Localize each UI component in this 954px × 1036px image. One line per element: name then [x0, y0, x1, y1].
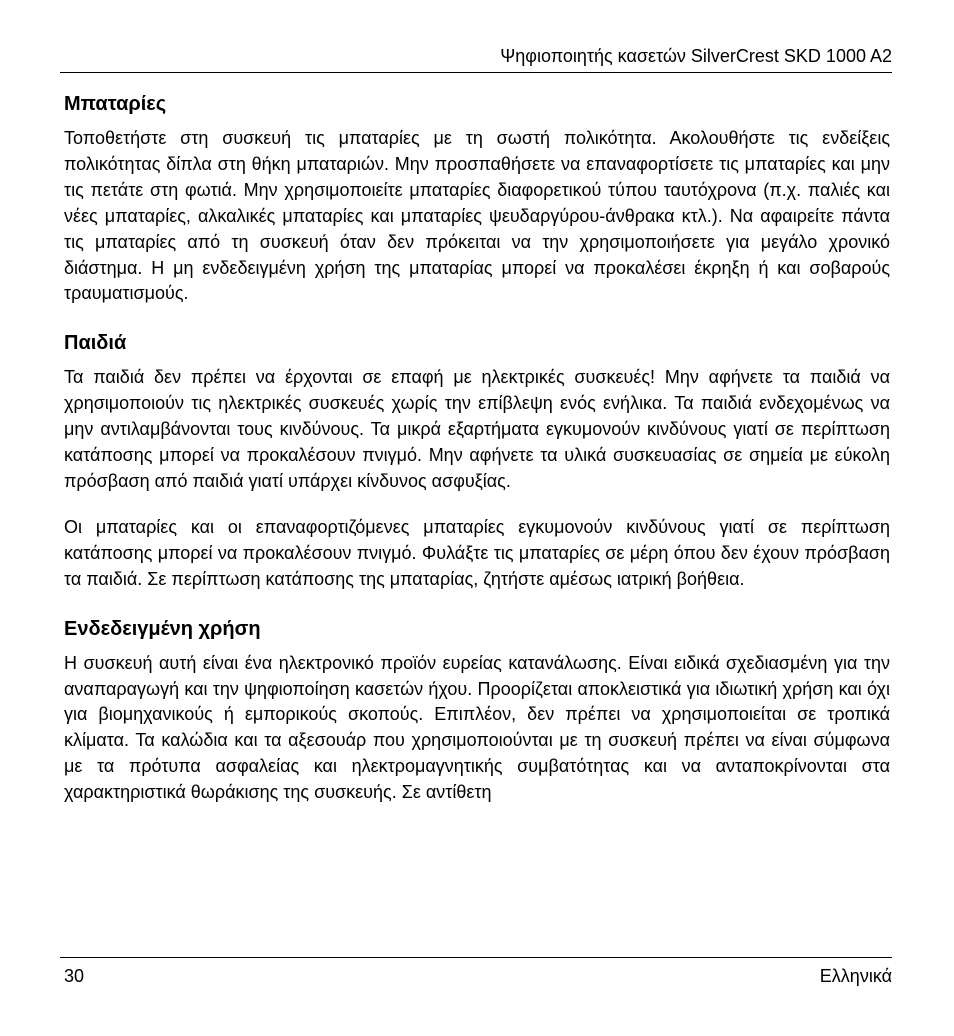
section-intended-use [64, 615, 890, 806]
footer-language: Ελληνικά [819, 966, 892, 986]
section-paragraph: Τοποθετήστε στη συσκευή τις μπαταρίες με τη σωστή πολικότητα. Ακολουθήστε τις ενδείξεις πολικότητας δίπλα στη θήκη μπαταριών. Μην προσπαθήσετε να επαναφορτίσετε τις μπαταρίες και μην τις πετάτε στη φωτιά. Μην χρησιμοποιείτε μπαταρίες διαφορετικού τύπου ταυτόχρονα (π.χ. παλιές και νέες μπαταρίες, αλκαλικές μπαταρίες και μπαταρίες ψευδαργύρου-άνθρακα κτλ.). Να αφαιρείτε πάντα τις μπαταρίες από τη συσκευή όταν δεν πρόκειται να την χρησιμοποιήσετε για μεγάλο χρονικό διάστημα. Η μη ενδεδειγμένη χρήση της μπαταρίας μπορεί να προκαλέσει έκρηξη ή και σοβαρούς τραυματισμούς. [64, 128, 890, 304]
page-content [64, 90, 890, 806]
section-heading: Ενδεδειγμένη χρήση [64, 617, 261, 640]
section-children [64, 329, 890, 592]
section-paragraph: Οι μπαταρίες και οι επαναφορτιζόμενες μπαταρίες εγκυμονούν κινδύνους γιατί σε περίπτωση κατάποσης μπορεί να προκαλέσουν πνιγμό. Φυλάξτε τις μπαταρίες σε μέρη όπου δεν έχουν πρόσβαση τα παιδιά. Σε περίπτωση κατάποσης της μπαταρίας, ζητήστε αμέσως ιατρική βοήθεια. [64, 516, 890, 589]
section-paragraph: Τα παιδιά δεν πρέπει να έρχονται σε επαφή με ηλεκτρικές συσκευές! Μην αφήνετε τα παιδιά να χρησιμοποιούν τις ηλεκτρικές συσκευές χωρίς την επίβλεψη ενός ενήλικα. Τα παιδιά ενδεχομένως να μην αντιλαμβάνονται τους κινδύνους. Τα μικρά εξαρτήματα εγκυμονούν κινδύνους γιατί σε περίπτωση κατάποσης μπορεί να προκαλέσουν πνιγμό. Μην αφήνετε τα υλικά συσκευασίας σε σημεία με εύκολη πρόσβαση από παιδιά γιατί υπάρχει κίνδυνος ασφυξίας. [64, 367, 890, 491]
section-heading: Παιδιά [64, 332, 127, 355]
page-number: 30 [64, 966, 85, 986]
section-paragraph: Η συσκευή αυτή είναι ένα ηλεκτρονικό προϊόν ευρείας κατανάλωσης. Είναι ειδικά σχεδιασμένη για την αναπαραγωγή και την ψηφιοποίηση κασετών ήχου. Προορίζεται αποκλειστικά για ιδιωτική χρήση και όχι για βιομηχανικούς ή εμπορικούς σκοπούς. Επιπλέον, δεν πρέπει να χρησιμοποιείται σε τροπικά κλίματα. Τα καλώδια και τα αξεσουάρ που χρησιμοποιούνται με τη συσκευή πρέπει να είναι σύμφωνα με τα πρότυπα ασφαλείας και ηλεκτρομαγνητικής συμβατότητας και να ανταποκρίνονται στα χαρακτηριστικά θωράκισης της συσκευής. Σε αντίθετη [64, 652, 890, 803]
section-batteries [64, 90, 890, 307]
running-footer [60, 957, 892, 988]
running-header [60, 44, 892, 73]
section-heading: Μπαταρίες [64, 93, 167, 115]
header-title: Ψηφιοποιητής κασετών SilverCrest SKD 1000 A2 [500, 46, 892, 66]
